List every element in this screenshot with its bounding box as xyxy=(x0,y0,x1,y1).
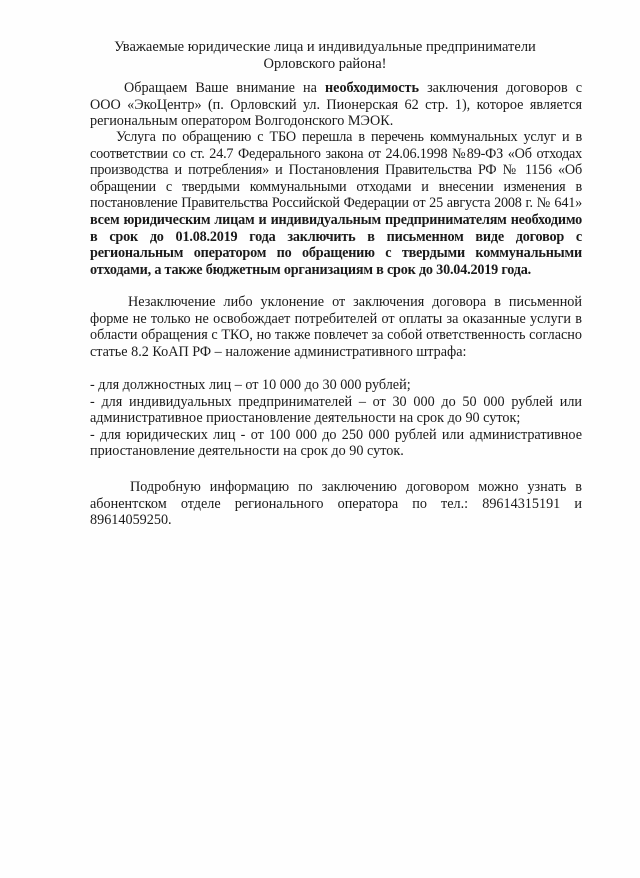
paragraph-legal-basis xyxy=(90,129,582,278)
paragraph-2-bold-deadline: всем юридическим лицам и индивидуальным предпринимателям необходимо в срок до 01.08.2019 года заключить в письменном виде договор с региональным оператором по обращению с твердыми коммунальными отходами, а также бюджетным организациям в срок до 30.04.2019 года. xyxy=(90,211,582,278)
fine-item-officials: - для должностных лиц – от 10 000 до 30 000 рублей; xyxy=(90,377,411,393)
paragraph-contract-notice xyxy=(90,80,582,130)
fine-item-entrepreneurs: - для индивидуальных предпринимателей – от 30 000 до 50 000 рублей или административное приостановление деятельности на срок до 90 суток; xyxy=(90,393,582,427)
paragraph-1-text-a: Обращаем Ваше внимание на xyxy=(124,80,325,96)
paragraph-contact-info: Подробную информацию по заключению договором можно узнать в абонентском отделе регионального оператора по тел.: 89614315191 и 89614059250. xyxy=(90,479,582,529)
paragraph-2-text: Услуга по обращению с ТБО перешла в перечень коммунальных услуг и в соответствии со ст. 24.7 Федерального закона от 24.06.1998 №89-ФЗ «Об отходах производства и потребления» и Постановления Правительства РФ № 1156 «Об обращении с твердыми коммунальными отходами и внесении изменения в постановление Правительства Российской Федерации от 25 августа 2008 г. № 641» xyxy=(90,129,582,212)
header-line-2: Орловского района! xyxy=(263,56,387,72)
paragraph-liability: Незаключение либо уклонение от заключения договора в письменной форме не только не освобождает потребителей от оплаты за оказанные услуги в области обращения с ТКО, но также повлечет за собой ответственность согласно статье 8.2 КоАП РФ – наложение административного штрафа: xyxy=(90,294,582,360)
paragraph-1-bold: необходимость xyxy=(324,80,420,96)
paragraph-1-text-b: заключения договоров с ООО «ЭкоЦентр» (п. Орловский ул. Пионерская 62 стр. 1), которое является региональным оператором Волгодонского МЭОК. xyxy=(90,80,582,130)
fines-list xyxy=(90,377,582,460)
fine-item-legal-entities: - для юридических лиц - от 100 000 до 250 000 рублей или административное приостановление деятельности на срок до 90 суток. xyxy=(90,426,582,460)
header-line-1: Уважаемые юридические лица и индивидуальные предприниматели xyxy=(114,39,536,55)
